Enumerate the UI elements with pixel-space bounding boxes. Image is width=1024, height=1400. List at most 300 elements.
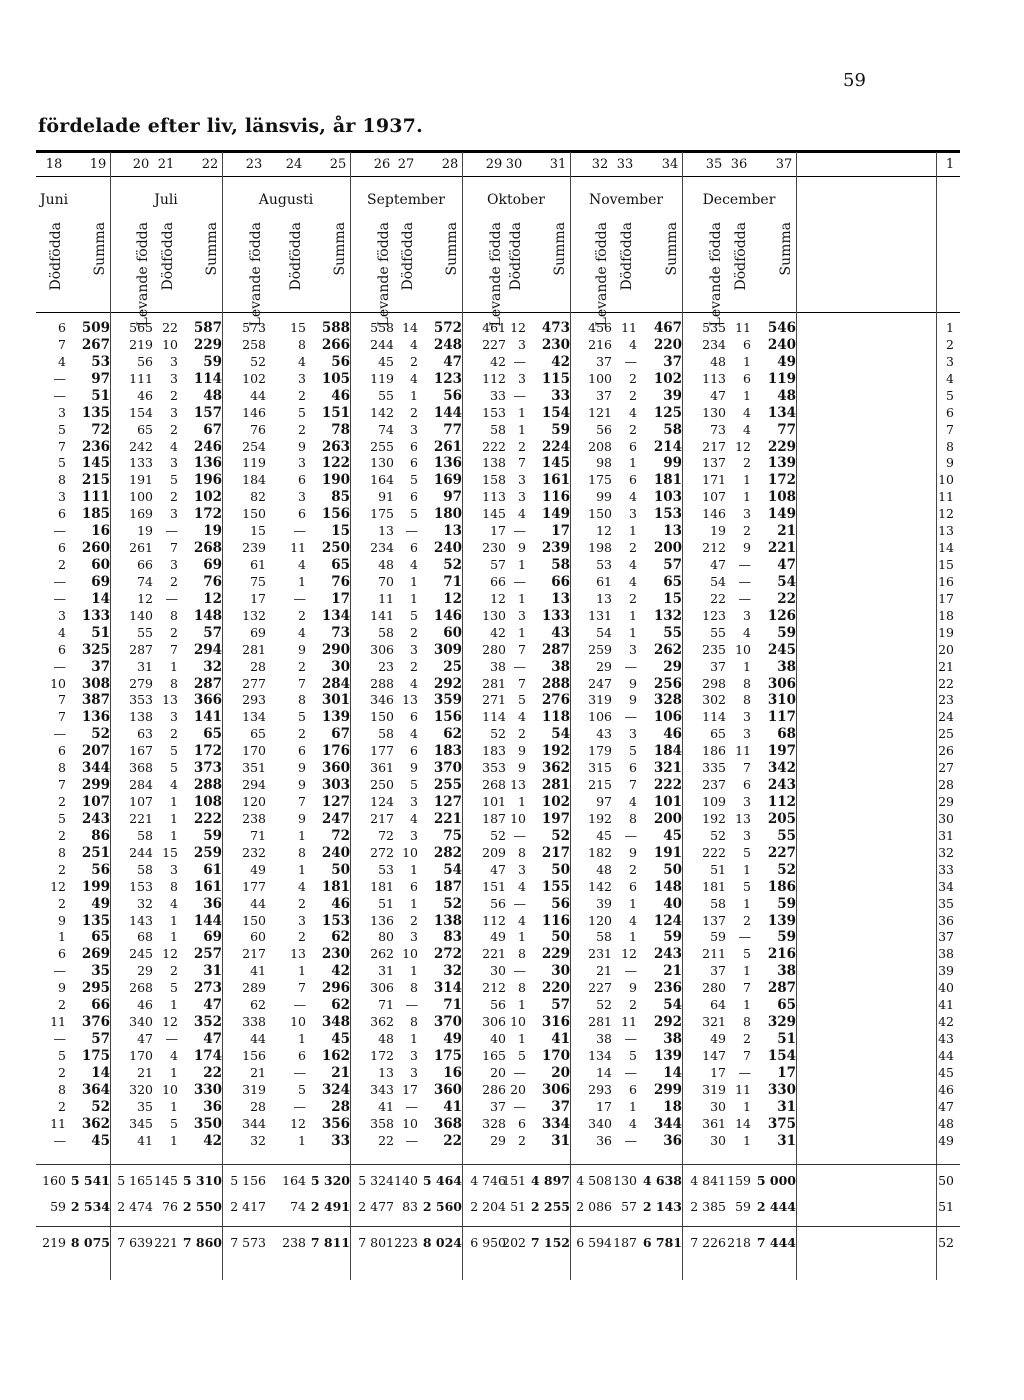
table-cell: 190	[321, 472, 350, 489]
table-cell: 287	[193, 675, 222, 692]
table-cell: 32	[250, 1132, 266, 1148]
table-cell: 3	[629, 726, 637, 742]
table-cell: 217	[541, 844, 570, 861]
table-cell: 6	[410, 878, 418, 894]
table-cell: 50	[551, 929, 570, 946]
table-cell: 45	[596, 827, 612, 843]
table-cell: 220	[653, 336, 682, 353]
table-cell: 1	[743, 387, 751, 403]
table-cell: 17	[777, 1064, 796, 1081]
table-cell: 2	[58, 1098, 66, 1114]
table-cell: 11	[735, 1081, 751, 1097]
total-cell: 5 156	[230, 1173, 266, 1188]
table-cell: 192	[541, 743, 570, 760]
table-cell: 2	[58, 895, 66, 911]
table-cell: 54	[443, 861, 462, 878]
table-cell: 2	[298, 421, 306, 437]
table-cell: 1	[170, 1064, 178, 1080]
table-cell: 231	[588, 946, 612, 962]
table-cell: 52	[490, 827, 506, 843]
total-cell: 7 226	[690, 1235, 726, 1250]
table-cell: 108	[767, 489, 796, 506]
table-cell: 5	[946, 387, 954, 403]
table-cell: 281	[541, 777, 570, 794]
table-cell: 44	[250, 895, 266, 911]
table-cell: 6	[629, 472, 637, 488]
table-cell: 31	[551, 1132, 570, 1149]
table-cell: 60	[443, 624, 462, 641]
table-cell: 59	[551, 421, 570, 438]
table-cell: 12	[162, 1014, 178, 1030]
table-cell: 51	[710, 861, 726, 877]
table-cell: 8	[518, 946, 526, 962]
table-cell: 133	[81, 607, 110, 624]
table-cell: 17	[551, 523, 570, 540]
table-cell: 47	[443, 353, 462, 370]
table-cell: 6	[410, 743, 418, 759]
table-cell: 229	[541, 946, 570, 963]
table-cell: 138	[129, 709, 153, 725]
table-cell: 229	[193, 336, 222, 353]
table-cell: 4	[629, 1115, 637, 1131]
table-cell: 368	[433, 1115, 462, 1132]
total-cell: 57	[621, 1199, 637, 1214]
table-cell: 48	[378, 557, 394, 573]
table-cell: 161	[193, 878, 222, 895]
table-cell: 3	[410, 794, 418, 810]
table-cell: 53	[91, 353, 110, 370]
table-cell: 42	[490, 624, 506, 640]
table-cell: 132	[242, 607, 266, 623]
table-cell: 117	[767, 709, 796, 726]
table-cell: 1	[410, 895, 418, 911]
table-cell: 266	[321, 336, 350, 353]
total-cell: 50	[938, 1173, 954, 1188]
table-row	[0, 371, 1024, 387]
table-cell: 299	[653, 1081, 682, 1098]
table-cell: 2	[743, 523, 751, 539]
table-cell: 3	[298, 489, 306, 505]
table-cell: 80	[378, 929, 394, 945]
table-cell: 50	[551, 861, 570, 878]
table-cell: 1	[518, 404, 526, 420]
total-cell: 2 560	[422, 1199, 462, 1214]
table-cell: 69	[203, 929, 222, 946]
table-cell: 33	[331, 1132, 350, 1149]
table-cell: 47	[710, 557, 726, 573]
table-cell: 473	[541, 320, 570, 336]
table-cell: 12	[621, 946, 637, 962]
table-cell: 149	[541, 506, 570, 523]
table-cell: 40	[663, 895, 682, 912]
table-cell: 66	[551, 573, 570, 590]
month-header: Juni	[40, 192, 69, 208]
table-cell: 38	[596, 1031, 612, 1047]
total-cell: 164	[282, 1173, 306, 1188]
table-cell: 74	[137, 573, 153, 589]
table-cell: 41	[378, 1098, 394, 1114]
table-cell: 6	[298, 506, 306, 522]
table-cell: 57	[663, 557, 682, 574]
table-cell: 2	[410, 404, 418, 420]
table-cell: 161	[541, 472, 570, 489]
table-cell: 15	[663, 590, 682, 607]
table-cell: 175	[370, 506, 394, 522]
table-cell: 360	[321, 760, 350, 777]
table-cell: 17	[331, 590, 350, 607]
table-cell: 2	[410, 912, 418, 928]
table-cell: 154	[767, 1047, 796, 1064]
table-cell: 572	[433, 320, 462, 336]
table-cell: 2	[629, 540, 637, 556]
table-cell: 255	[433, 777, 462, 794]
column-number: 33	[616, 157, 634, 172]
table-cell: 1	[743, 472, 751, 488]
table-cell: 3	[410, 641, 418, 657]
total-cell: 2 417	[230, 1199, 266, 1214]
table-cell: 5	[170, 743, 178, 759]
table-cell: 102	[242, 370, 266, 386]
table-cell: 11	[938, 489, 954, 505]
table-cell: 45	[663, 827, 682, 844]
table-cell: 4	[410, 675, 418, 691]
table-cell: 12	[203, 590, 222, 607]
table-cell: 56	[331, 353, 350, 370]
table-cell: 1	[629, 624, 637, 640]
table-cell: 106	[588, 709, 612, 725]
table-cell: —	[513, 1098, 526, 1114]
table-cell: 47	[938, 1098, 954, 1114]
table-cell: 6	[743, 336, 751, 352]
table-row	[0, 557, 1024, 573]
table-cell: 5	[298, 1081, 306, 1097]
table-cell: 43	[596, 726, 612, 742]
table-cell: 2	[58, 794, 66, 810]
total-cell: 51	[938, 1199, 954, 1214]
table-cell: 69	[250, 624, 266, 640]
table-cell: 3	[170, 455, 178, 471]
table-cell: 281	[242, 641, 266, 657]
table-cell: 191	[653, 844, 682, 861]
table-cell: 11	[50, 1115, 66, 1131]
table-cell: 7	[58, 438, 66, 454]
table-cell: 7	[58, 777, 66, 793]
column-number: 22	[201, 157, 219, 172]
total-cell: 2 474	[117, 1199, 153, 1214]
table-cell: 6	[58, 641, 66, 657]
table-cell: 77	[777, 421, 796, 438]
table-cell: 118	[541, 709, 570, 726]
table-cell: 9	[629, 675, 637, 691]
table-cell: 186	[702, 743, 726, 759]
table-cell: 31	[777, 1132, 796, 1149]
total-cell: 145	[154, 1173, 178, 1188]
table-cell: 30	[551, 963, 570, 980]
table-cell: 65	[137, 421, 153, 437]
table-cell: 37	[663, 353, 682, 370]
table-cell: 5	[170, 760, 178, 776]
table-cell: 1	[58, 929, 66, 945]
table-row	[0, 879, 1024, 895]
table-row	[0, 1031, 1024, 1047]
table-cell: 33	[551, 387, 570, 404]
table-cell: 6	[946, 404, 954, 420]
table-cell: 48	[378, 1031, 394, 1047]
column-number: 24	[285, 157, 303, 172]
table-cell: 314	[433, 980, 462, 997]
table-cell: 12	[162, 946, 178, 962]
table-cell: 13	[290, 946, 306, 962]
table-cell: 49	[710, 1031, 726, 1047]
table-cell: 221	[129, 810, 153, 826]
table-cell: 116	[541, 489, 570, 506]
table-cell: 4	[58, 353, 66, 369]
table-cell: 1	[170, 658, 178, 674]
table-cell: 1	[518, 794, 526, 810]
table-cell: 37	[91, 658, 110, 675]
table-cell: 10	[162, 336, 178, 352]
column-subheader	[702, 222, 730, 327]
table-cell: 22	[443, 1132, 462, 1149]
table-cell: 2	[629, 590, 637, 606]
table-cell: 58	[710, 895, 726, 911]
table-cell: 296	[321, 980, 350, 997]
table-cell: 64	[710, 997, 726, 1013]
table-cell: 588	[321, 320, 350, 336]
table-cell: 1	[629, 523, 637, 539]
table-cell: 10	[510, 810, 526, 826]
table-cell: —	[165, 1031, 178, 1047]
table-cell: 141	[370, 607, 394, 623]
table-cell: 329	[767, 1014, 796, 1031]
table-cell: 2	[170, 489, 178, 505]
table-cell: 8	[170, 675, 178, 691]
table-cell: 38	[490, 658, 506, 674]
column-number: 27	[397, 157, 415, 172]
table-cell: 3	[410, 1047, 418, 1063]
table-cell: —	[738, 557, 751, 573]
table-cell: 3	[743, 827, 751, 843]
total-cell: 5 310	[182, 1173, 222, 1188]
table-cell: —	[53, 370, 66, 386]
grand-total-row	[0, 1234, 1024, 1252]
table-cell: 11	[621, 1014, 637, 1030]
table-cell: 107	[81, 794, 110, 811]
table-cell: 2	[410, 353, 418, 369]
table-cell: 99	[596, 489, 612, 505]
table-cell: 6	[629, 878, 637, 894]
table-cell: 267	[81, 336, 110, 353]
table-cell: 5	[629, 1047, 637, 1063]
table-cell: 49	[777, 353, 796, 370]
table-cell: 3	[743, 794, 751, 810]
table-cell: 151	[321, 404, 350, 421]
column-subheader	[282, 222, 310, 304]
table-cell: 48	[596, 861, 612, 877]
table-cell: 358	[370, 1115, 394, 1131]
table-cell: 4	[518, 912, 526, 928]
table-cell: 14	[91, 1064, 110, 1081]
table-cell: 55	[378, 387, 394, 403]
table-cell: 222	[193, 810, 222, 827]
table-cell: 8	[58, 472, 66, 488]
table-cell: 227	[767, 844, 796, 861]
table-cell: 232	[242, 844, 266, 860]
table-cell: 177	[370, 743, 394, 759]
table-cell: 172	[370, 1047, 394, 1063]
table-cell: 1	[743, 1132, 751, 1148]
table-cell: 3	[946, 353, 954, 369]
table-cell: 240	[767, 336, 796, 353]
table-cell: 3	[170, 353, 178, 369]
table-cell: 546	[767, 320, 796, 336]
table-cell: 49	[490, 929, 506, 945]
table-cell: 217	[242, 946, 266, 962]
table-row	[0, 726, 1024, 742]
table-cell: 4	[946, 370, 954, 386]
table-cell: 41	[551, 1031, 570, 1048]
column-subheader-label: Dödfödda	[48, 222, 64, 291]
table-cell: 42	[490, 353, 506, 369]
table-cell: 467	[653, 320, 682, 336]
table-cell: 214	[653, 438, 682, 455]
table-cell: 47	[203, 1031, 222, 1048]
total-cell: 4 897	[530, 1173, 570, 1188]
table-cell: —	[624, 827, 637, 843]
table-cell: 9	[298, 641, 306, 657]
table-cell: 112	[482, 370, 506, 386]
table-cell: 52	[91, 1098, 110, 1115]
table-cell: —	[53, 1031, 66, 1047]
table-cell: 240	[321, 844, 350, 861]
total-cell: 7 860	[182, 1235, 222, 1250]
table-row	[0, 455, 1024, 471]
table-cell: 29	[490, 1132, 506, 1148]
table-cell: 7	[298, 675, 306, 691]
table-cell: 3	[743, 709, 751, 725]
table-cell: 8	[410, 1014, 418, 1030]
table-cell: 2	[58, 557, 66, 573]
table-cell: 186	[767, 878, 796, 895]
table-cell: 65	[777, 997, 796, 1014]
table-cell: 116	[541, 912, 570, 929]
table-cell: 119	[370, 370, 394, 386]
table-cell: 192	[588, 810, 612, 826]
table-cell: 65	[710, 726, 726, 742]
table-cell: 135	[81, 404, 110, 421]
column-subheader-label: Levande födda	[248, 222, 264, 327]
table-cell: 2	[170, 387, 178, 403]
column-subheader	[154, 222, 182, 304]
table-cell: 2	[410, 658, 418, 674]
table-cell: —	[738, 1064, 751, 1080]
table-cell: 150	[242, 506, 266, 522]
total-cell: 5 541	[70, 1173, 110, 1188]
table-cell: 259	[193, 844, 222, 861]
table-cell: 41	[938, 997, 954, 1013]
table-cell: —	[293, 1098, 306, 1114]
table-cell: 4	[518, 506, 526, 522]
table-cell: 30	[490, 963, 506, 979]
table-cell: 48	[203, 387, 222, 404]
table-cell: 42	[551, 353, 570, 370]
table-cell: 40	[490, 1031, 506, 1047]
column-subheader-label: Levande födda	[135, 222, 151, 327]
table-cell: 344	[81, 760, 110, 777]
table-cell: 176	[321, 743, 350, 760]
table-cell: 37	[551, 1098, 570, 1115]
table-cell: 587	[193, 320, 222, 336]
table-cell: 59	[777, 624, 796, 641]
total-cell: 7 811	[310, 1235, 350, 1250]
table-cell: 175	[588, 472, 612, 488]
table-cell: 535	[702, 320, 726, 335]
table-cell: 38	[663, 1031, 682, 1048]
table-row	[0, 1116, 1024, 1132]
grand-total-rule	[36, 1226, 960, 1227]
table-cell: 2	[743, 455, 751, 471]
column-subheader-label: Summa	[552, 222, 568, 276]
table-cell: 281	[482, 675, 506, 691]
table-cell: 36	[203, 895, 222, 912]
table-cell: 3	[58, 404, 66, 420]
total-cell: 221	[154, 1235, 178, 1250]
table-cell: 54	[710, 573, 726, 589]
column-subheader-label: Summa	[778, 222, 794, 276]
table-cell: 288	[541, 675, 570, 692]
table-cell: 1	[170, 794, 178, 810]
table-cell: 361	[702, 1115, 726, 1131]
table-cell: 10	[938, 472, 954, 488]
table-row	[0, 523, 1024, 539]
table-cell: 175	[433, 1047, 462, 1064]
total-cell: 59	[50, 1199, 66, 1214]
top-rule	[36, 150, 960, 153]
table-cell: 5	[743, 878, 751, 894]
table-cell: 181	[370, 878, 394, 894]
table-cell: 48	[777, 387, 796, 404]
table-cell: 28	[331, 1098, 350, 1115]
table-cell: 121	[588, 404, 612, 420]
table-cell: 140	[129, 607, 153, 623]
table-cell: 4	[410, 336, 418, 352]
table-cell: 284	[129, 777, 153, 793]
table-cell: 7	[58, 692, 66, 708]
table-cell: 282	[433, 844, 462, 861]
table-cell: 10	[162, 1081, 178, 1097]
table-cell: 200	[653, 810, 682, 827]
table-cell: 299	[81, 777, 110, 794]
table-cell: —	[513, 1064, 526, 1080]
table-cell: 3	[298, 455, 306, 471]
table-cell: 31	[777, 1098, 796, 1115]
table-cell: 20	[490, 1064, 506, 1080]
table-cell: 1	[743, 1098, 751, 1114]
total-cell: 202	[502, 1235, 526, 1250]
table-cell: 8	[518, 844, 526, 860]
table-cell: 1	[743, 353, 751, 369]
total-cell: 130	[613, 1173, 637, 1188]
table-cell: 5	[298, 709, 306, 725]
table-cell: 350	[193, 1115, 222, 1132]
table-cell: 295	[81, 980, 110, 997]
table-cell: 6	[743, 777, 751, 793]
table-cell: 3	[410, 929, 418, 945]
column-subheader-label: Levande födda	[376, 222, 392, 327]
table-cell: 366	[193, 692, 222, 709]
table-cell: 11	[621, 320, 637, 335]
table-cell: 137	[702, 455, 726, 471]
